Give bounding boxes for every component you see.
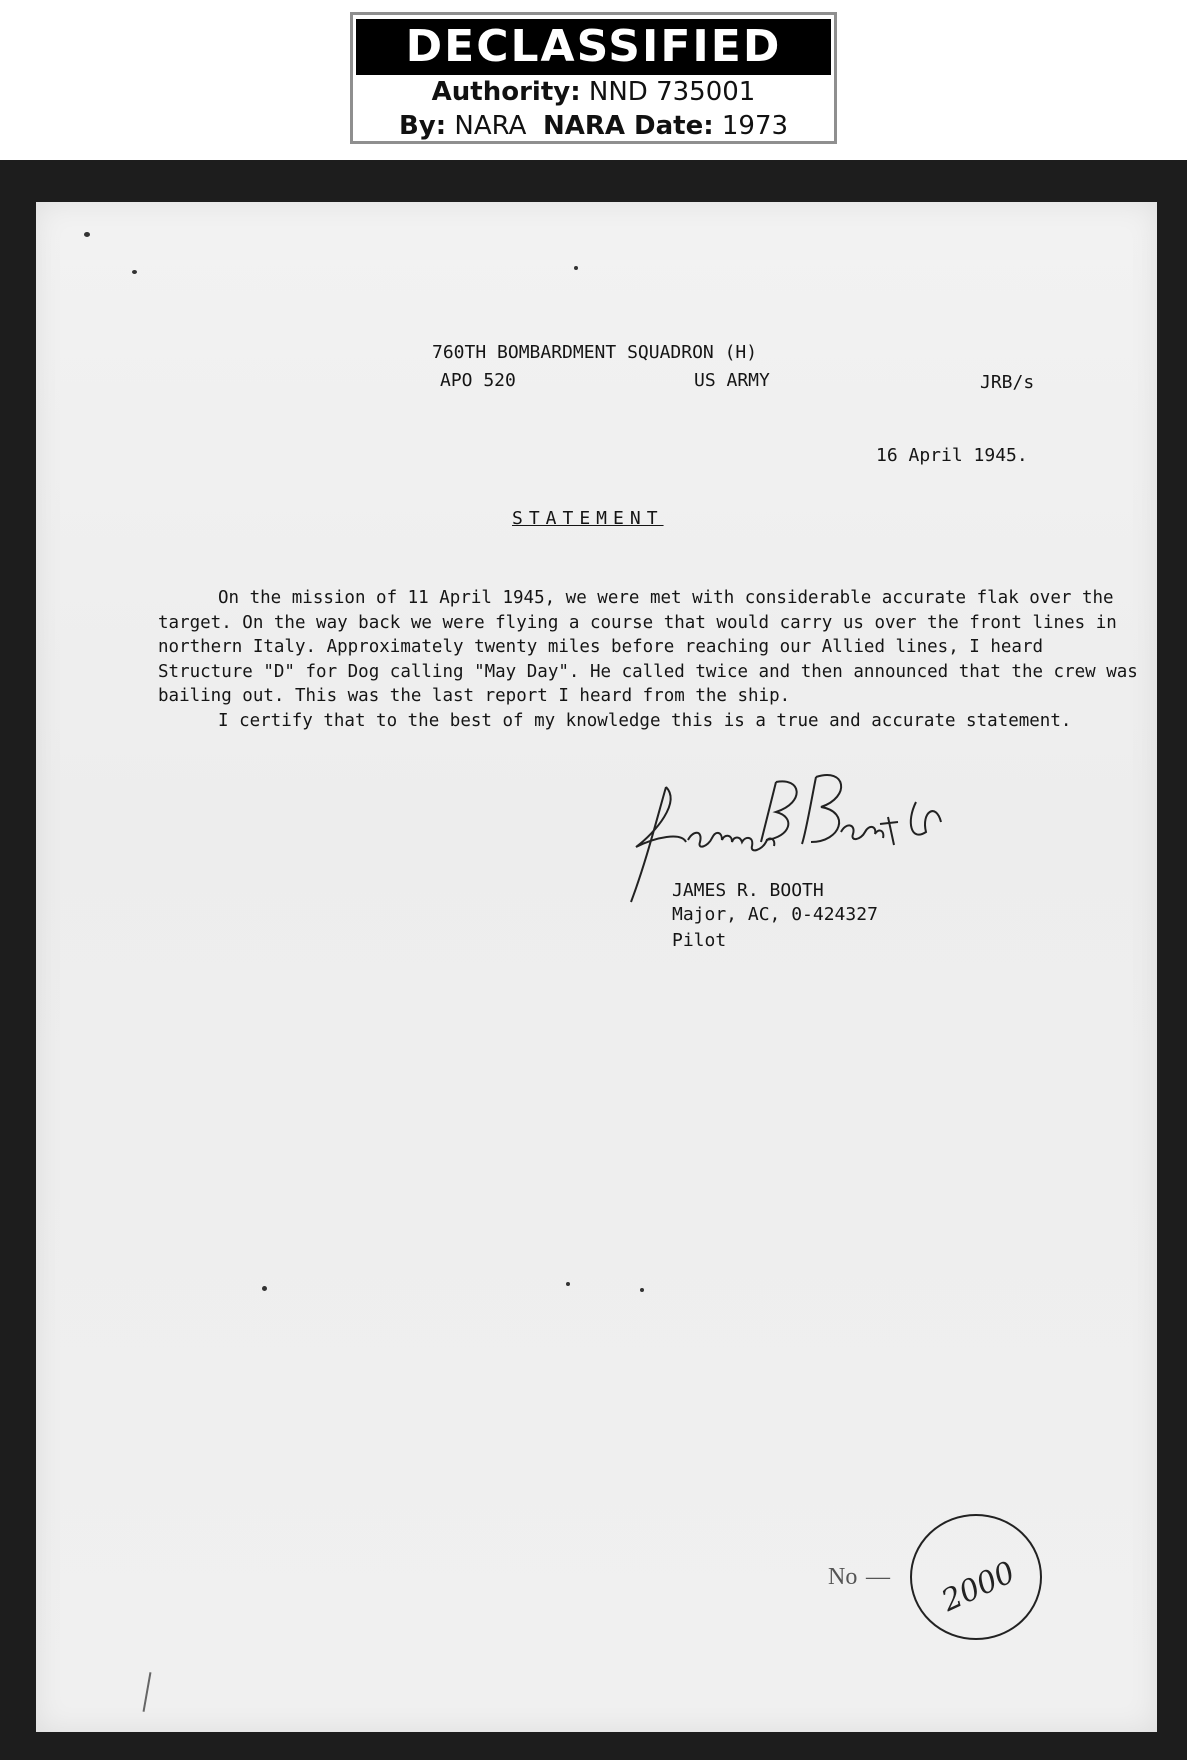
stamp-by-line [353, 109, 834, 143]
scan-speck [132, 270, 137, 274]
signatory-name: JAMES R. BOOTH [672, 880, 824, 901]
by-label: By: [398, 111, 447, 141]
letter-date: 16 April 1945. [876, 445, 1028, 466]
by-value: NARA [454, 111, 527, 141]
authority-label: Authority: [431, 77, 581, 107]
signatory-rank: Major, AC, 0-424327 [672, 904, 878, 925]
declassified-stamp [350, 12, 837, 144]
scan-speck [640, 1288, 644, 1292]
signatory-role: Pilot [672, 930, 727, 951]
number-value: 2000 [936, 1554, 1021, 1619]
authority-value: NND 735001 [588, 77, 756, 107]
paragraph-certify: I certify that to the best of my knowledge this is a true and accurate statement. [218, 710, 1072, 731]
nara-date-label: NARA Date: [542, 111, 714, 141]
stamp-title: DECLASSIFIED [356, 19, 831, 75]
scan-speck [84, 232, 90, 237]
nara-date-value: 1973 [721, 111, 789, 141]
army-label: US ARMY [694, 370, 770, 391]
letter-page [36, 202, 1157, 1732]
statement-title: STATEMENT [512, 508, 664, 529]
unit-heading: 760TH BOMBARDMENT SQUADRON (H) [432, 342, 758, 363]
statement-body [158, 586, 1138, 733]
number-prefix: No [828, 1564, 858, 1590]
scan-speck [262, 1286, 267, 1291]
scan-mark [143, 1672, 152, 1712]
document-number-stamp [826, 1502, 1056, 1642]
apo-number: APO 520 [440, 370, 516, 391]
scan-speck [574, 266, 578, 270]
svg-text:—: — [866, 1564, 890, 1590]
scan-speck [566, 1282, 570, 1286]
reference-initials: JRB/s [980, 372, 1035, 393]
stamp-authority-line [353, 75, 834, 109]
scanned-document [0, 160, 1187, 1760]
paragraph-mission: On the mission of 11 April 1945, we were met with considerable accurate flak over the target. On the way back we were flying a course that would carry us over the front lines in northern Italy. Approximately twenty miles before reaching our Allied lines, I heard Structure "D" for Dog calling "May Day". He called twice and then announced that the crew was bailing out. This was the last report I heard from the ship. [158, 588, 1138, 706]
